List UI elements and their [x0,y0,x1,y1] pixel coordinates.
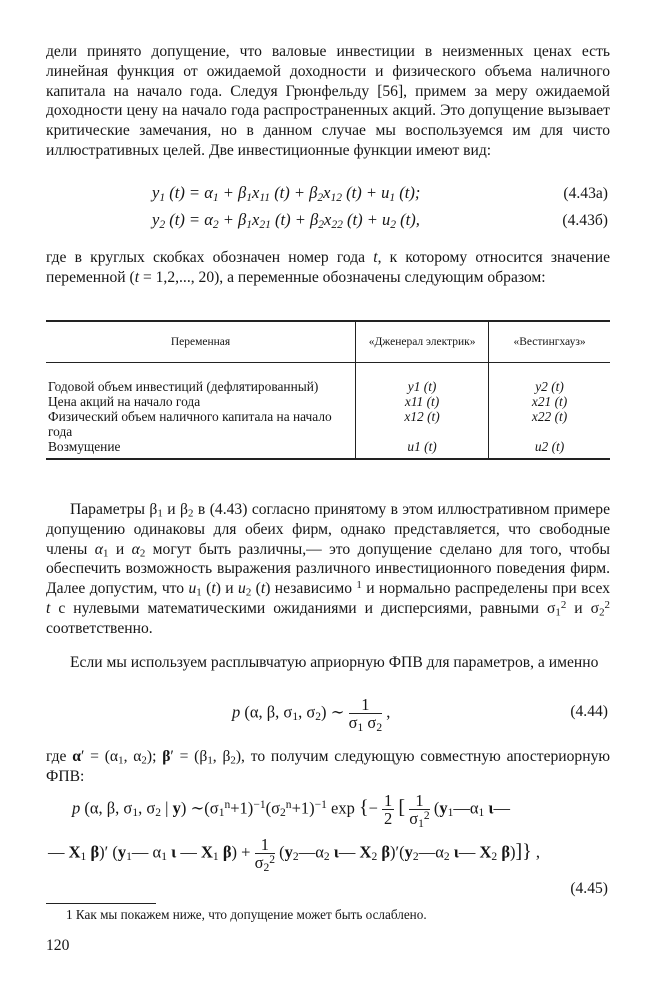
fraction: $\frac{1}{2}$ [384,791,393,828]
table-header-general-electric: «Дженерал электрик» [356,321,489,363]
equation-4-45-line-2: — $X_1$ β)′ ($y_1—$ $\alpha_1$ ι — $X_1$ β) + $\frac{1}{\sigma_2^2}$ ($y_2—\alpha_2$ ι— $X_2$ $\beta)'(y_2—\alpha_2$ ι— $X_2$ β)]} , [48,835,541,874]
table-row-label: Возмущение [46,439,356,459]
table-row [46,439,610,459]
variables-table [46,320,610,460]
table-cell-ge: x12 (t) [356,409,489,439]
equation-number-4-45: (4.45) [570,880,608,897]
table-cell-wh: x22 (t) [489,409,610,439]
equation-number-4-44: (4.44) [570,703,608,720]
table-row-label: Цена акций на начало года [48,394,201,409]
table-header-westinghouse: «Вестингхауз» [489,321,610,363]
footnote-divider [46,903,156,904]
table-header-variable: Переменная [46,321,356,363]
table-row [46,409,610,439]
table-cell-ge: y1 (t) [356,363,489,395]
after-equation-paragraph: где в круглых скобках обозначен номер года t, к которому относится значение переменной (t = 1,2,..., 20), а переменные обозначены следующим образом: [46,249,611,286]
equation-4-43a: $y_1$ $(t) = \alpha_1 + \beta_1x_{11}$ $(t) + \beta_2x_{12}$ $(t) + u_1$ (t); [152,183,421,204]
table-cell-wh: u2 (t) [489,439,610,459]
table-row [46,363,610,395]
table-cell-ge: u1 (t) [356,439,489,459]
equation-number-4-43b: (4.43б) [562,212,608,229]
table-cell-wh: x21 (t) [489,394,610,409]
posterior-paragraph: где $\alpha' = (\alpha_1$, $\alpha_2$); $\beta' = (\beta_1$, $\beta_2$), то получим следующую совместную апостериорную ФПВ: [46,748,611,785]
equation-4-45-line-1: p (α, β, $\sigma_1$, $\sigma_2$ | y) $\sim(\sigma_1^n+1)^{-1}(\sigma_2^n+1)^{-1}$ exp {− $\frac{1}{2}$ [ $\frac{1}{\sigma_1^2}$ ($y_1—\alpha_1$ ι— [72,791,511,830]
table-row-label: Годовой объем инвестиций (дефлятированный) [48,379,319,394]
equation-number-4-43a: (4.43а) [563,185,608,202]
fraction: $\frac{1}{\sigma_1^2}$ [409,791,430,830]
table-cell-wh: y2 (t) [489,363,610,395]
equation-4-44: p (α, β, $\sigma_1$, $\sigma_2$) ∼ $\frac{1}{\sigma_1 \sigma_2}$ , [232,695,391,734]
parameters-paragraph: Параметры $\beta_1$ и $\beta_2$ в (4.43) согласно принятому в этом иллюстративном примере допущению одинаковы для обеих фирм, однако представляется, что свободные члены $\alpha_1$ и $\alpha_2$ могут быть различны,— это допущение сделано для того, чтобы обеспечить возможность выражения различного инвестиционного поведения фирм. Далее допустим, что $u_1$ (t) и $u_2$ (t) независимо $^1$ и нормально распределены при всех t с нулевыми математическими ожиданиями и дисперсиями, равными $\sigma_1^2$ и $\sigma_2^2$ соответственно. [46,501,611,637]
table-cell-ge: x11 (t) [356,394,489,409]
fraction: $\frac{1}{\sigma_1 \sigma_2}$ [348,695,383,734]
intro-paragraph: дели принято допущение, что валовые инвестиции в неизменных ценах есть линейная функция от ожидаемой доходности и физического объема наличного капитала на начало года. Следуя Грюнфельду [56], примем за меру ожидаемой доходности цену на начало года распространенных акций. Это допущение вызывает критические замечания, но в данном случае мы воспользуемся им для чисто иллюстративных целей. Две инвестиционные функции имеют вид: [46,43,610,159]
fraction: $\frac{1}{\sigma_2^2}$ [254,835,276,874]
prior-paragraph: Если мы используем расплывчатую априорную ФПВ для параметров, а именно [70,654,599,671]
page-number: 120 [46,937,70,954]
table-row [46,394,610,409]
table-row-label: Физический объем наличного капитала на начало года [48,409,332,439]
equation-4-43b: $y_2$ $(t) = \alpha_2 + \beta_1x_{21}$ $(t) + \beta_2x_{22}$ $(t) + u_2$ (t), [152,210,420,231]
footnote: 1 Как мы покажем ниже, что допущение может быть ослаблено. [66,907,427,922]
